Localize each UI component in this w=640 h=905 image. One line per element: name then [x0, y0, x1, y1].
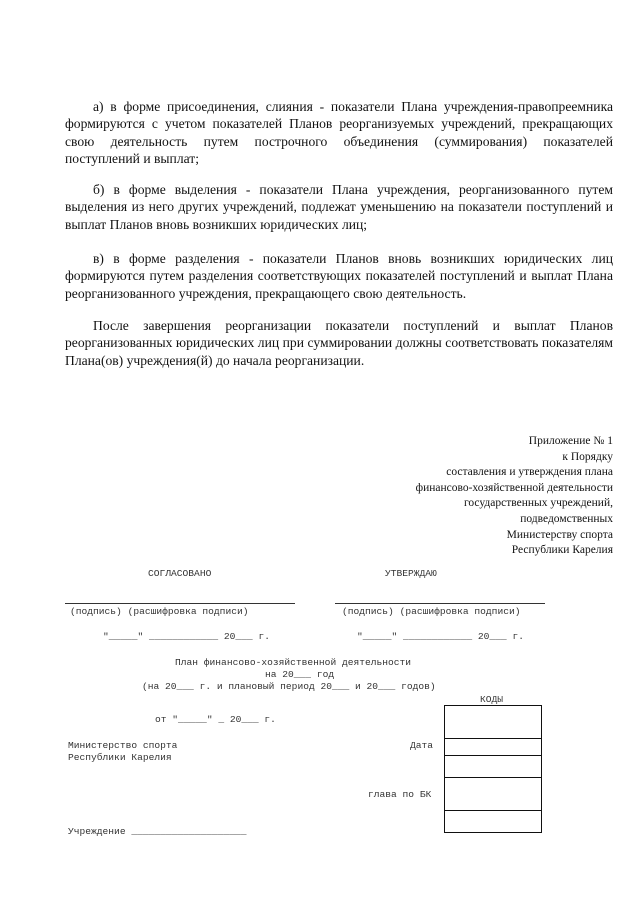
codes-cell-date	[445, 739, 541, 756]
paragraph-after-reorganization: После завершения реорганизации показатели поступлений и выплат Планов реорганизованных юридических лиц при суммировании должны соответствовать показателям Плана(ов) учреждения(й) до начала реорганизации.	[65, 317, 613, 368]
signature-caption-right: (подпись) (расшифровка подписи)	[342, 606, 521, 617]
bk-chapter-label: глава по БК	[368, 789, 432, 800]
plan-year: на 20___ год	[265, 669, 335, 680]
appendix-line: Министерству спорта	[506, 528, 613, 541]
codes-cell-institution	[445, 811, 541, 832]
ministry-name-line-1: Министерство спорта	[68, 740, 178, 751]
codes-label: КОДЫ	[480, 694, 504, 705]
appendix-line: подведомственных	[520, 512, 613, 525]
approval-date-right: "_____" ____________ 20___ г.	[357, 631, 524, 642]
signature-line-right	[335, 603, 545, 604]
approval-date-left: "_____" ____________ 20___ г.	[103, 631, 270, 642]
appendix-header	[313, 434, 613, 559]
plan-period: (на 20___ г. и плановый период 20___ и 20___ годов)	[142, 681, 436, 692]
approved-label: УТВЕРЖДАЮ	[385, 568, 437, 579]
paragraph-separation: б) в форме выделения - показатели Плана учреждения, реорганизованного путем выделения из него других учреждений, подлежат уменьшению на показатели поступлений и выплат Планов вновь возникших юридических лиц;	[65, 181, 613, 232]
codes-table	[444, 705, 542, 833]
appendix-line: государственных учреждений,	[463, 497, 613, 510]
signature-line-left	[65, 603, 295, 604]
codes-cell-okpo	[445, 756, 541, 778]
paragraph-division: в) в форме разделения - показатели Планов вновь возникших юридических лиц формируются путем разделения соответствующих показателей поступлений и выплат Плана реорганизованного учреждения, прекращающего свою деятельность.	[65, 250, 613, 301]
appendix-line: Приложение № 1	[528, 435, 613, 447]
paragraph-accession-merger: а) в форме присоединения, слияния - показатели Плана учреждения-правопреемника формируются с учетом показателей Планов реорганизуемых учреждений, прекращающих свою деятельность путем построчного объединения (суммирования) показателей поступлений и выплат;	[65, 98, 613, 167]
codes-cell-form	[445, 706, 541, 739]
plan-title: План финансово-хозяйственной деятельности	[175, 657, 412, 668]
ministry-name-line-2: Республики Карелия	[68, 752, 172, 763]
codes-cell-bk	[445, 778, 541, 811]
document-date: от "_____" _ 20___ г.	[155, 714, 276, 725]
agreed-label: СОГЛАСОВАНО	[148, 568, 212, 579]
appendix-line: Республики Карелия	[511, 544, 613, 557]
institution-label: Учреждение ____________________	[68, 826, 247, 837]
signature-caption-left: (подпись) (расшифровка подписи)	[70, 606, 249, 617]
appendix-line: финансово-хозяйственной деятельности	[415, 481, 613, 494]
date-label: Дата	[410, 740, 434, 751]
appendix-line: составления и утверждения плана	[446, 466, 613, 479]
appendix-line: к Порядку	[562, 450, 613, 463]
